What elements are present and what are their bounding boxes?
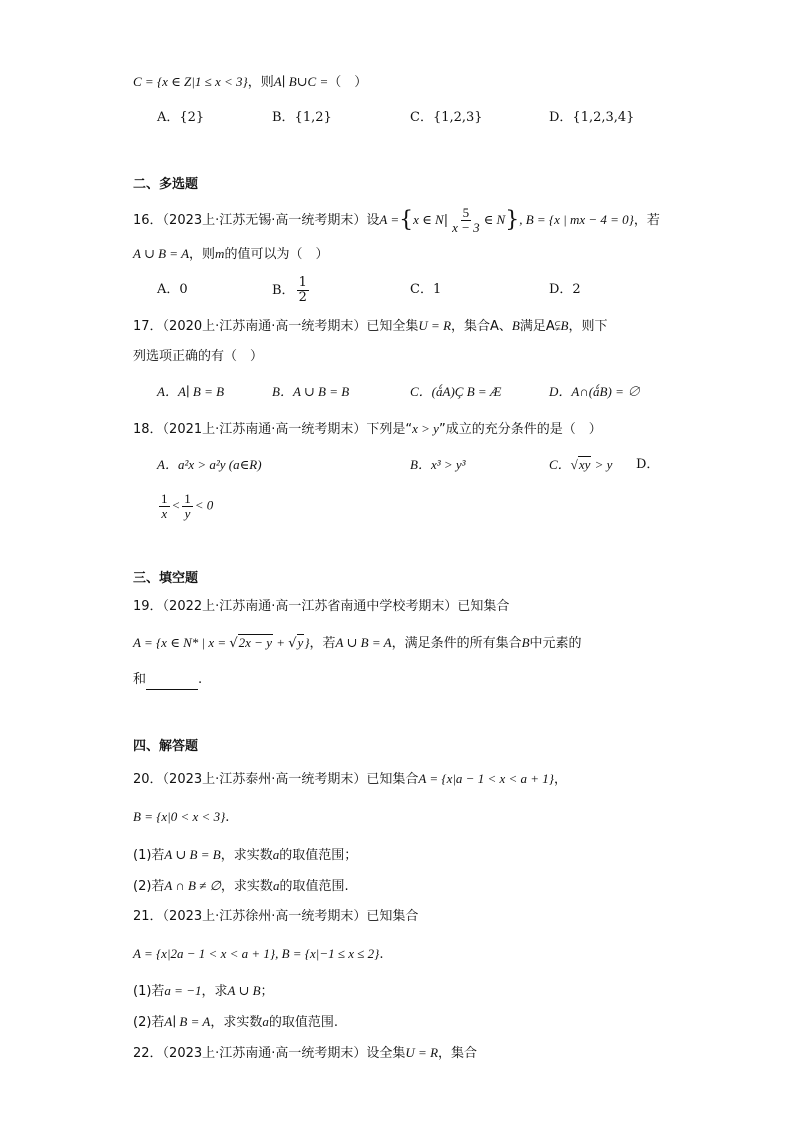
q21-part2: (2)若A∣ B = A，求实数a的取值范围. xyxy=(133,1014,338,1030)
q18-option-a[interactable]: A．a²x > a²y (a∈R) xyxy=(157,457,262,472)
q20-stem-line1: 20．（2023上·江苏泰州·高一统考期末）已知集合A = {x|a − 1 < x < a + 1}， xyxy=(133,771,568,787)
q17-stem-line2: 列选项正确的有（ ） xyxy=(133,349,264,364)
q17-stem-line1: 17．（2020上·江苏南通·高一统考期末）已知全集U = R，集合A、B满足A⫋B，则下 xyxy=(133,318,608,334)
q22-stem-line1: 22．（2023上·江苏南通·高一统考期末）设全集U = R，集合 xyxy=(133,1045,478,1061)
q21-stem-line2: A = {x|2a − 1 < x < a + 1}, B = {x|−1 ≤ x ≤ 2}. xyxy=(133,946,384,962)
q21-stem-line1: 21．（2023上·江苏徐州·高一统考期末）已知集合 xyxy=(133,909,419,924)
q15-option-c[interactable]: C．{1,2,3} xyxy=(410,110,483,125)
q18-option-b[interactable]: B．x³ > y³ xyxy=(410,457,466,472)
q16-option-b[interactable]: B． $\frac{1}{2}$ xyxy=(272,275,307,305)
q16-stem-line2: A ∪ B = A，则m的值可以为（ ） xyxy=(133,246,329,262)
section-title-fill-blank: 三、填空题 xyxy=(133,571,199,586)
q18-option-d-expr[interactable]: $\frac{1}{x}$ < $\frac{1}{y}$ < 0 xyxy=(161,491,214,521)
q18-option-c[interactable]: C．√xy > y xyxy=(549,457,613,472)
q16-option-d[interactable]: D．2 xyxy=(549,282,581,297)
q16-option-a[interactable]: A．0 xyxy=(157,282,188,297)
q19-stem-line1: 19．（2022上·江苏南通·高一江苏省南通中学校考期末）已知集合 xyxy=(133,599,510,614)
q19-stem-line3: 和 . xyxy=(133,670,202,690)
q15-set-c: C = {x ∈ Z|1 ≤ x < 3} xyxy=(133,74,248,89)
q21-part1: (1)若a = −1，求A ∪ B； xyxy=(133,983,274,999)
q15-option-a[interactable]: A．{2} xyxy=(157,110,205,125)
q20-part2: (2)若A ∩ B ≠ ∅，求实数a的取值范围. xyxy=(133,878,349,894)
q16-stem-line1: 16．（2023上·江苏无锡·高一统考期末）设A ={x ∈ N| $\frac{5}{x - 3}$ ∈ N}, B = {x | mx − 4 = 0}，若 xyxy=(133,205,660,235)
q17-option-c[interactable]: C．(ǻA)Ç B = Æ xyxy=(410,384,502,399)
q20-part1: (1)若A ∪ B = B，求实数a的取值范围； xyxy=(133,847,358,863)
q18-option-d-label[interactable]: D． xyxy=(636,457,660,472)
q20-stem-line2: B = {x|0 < x < 3}. xyxy=(133,809,230,825)
section-title-multi-choice: 二、多选题 xyxy=(133,177,199,192)
q15-stem: C = {x ∈ Z|1 ≤ x < 3}，则A∣ B∪C =（ ） xyxy=(133,74,368,90)
q16-fraction: $\frac{5}{x - 3}$ xyxy=(452,205,480,235)
q19-answer-blank[interactable] xyxy=(146,675,198,690)
q17-option-a[interactable]: A．A∣ B = B xyxy=(157,384,225,399)
q16-option-c[interactable]: C．1 xyxy=(410,282,442,297)
q15-option-d[interactable]: D．{1,2,3,4} xyxy=(549,110,635,125)
q18-stem: 18．（2021上·江苏南通·高一统考期末）下列是“x > y”成立的充分条件的是（ ） xyxy=(133,421,602,437)
q17-option-b[interactable]: B．A ∪ B = B xyxy=(272,384,350,399)
section-title-solution: 四、解答题 xyxy=(133,739,199,754)
q17-option-d[interactable]: D．A∩(ǻB) = ∅ xyxy=(549,384,641,399)
q15-option-b[interactable]: B．{1,2} xyxy=(272,110,332,125)
q19-stem-line2: A = {x ∈ N* | x = √2x − y + √y}，若A ∪ B = A，满足条件的所有集合B中元素的 xyxy=(133,635,582,651)
